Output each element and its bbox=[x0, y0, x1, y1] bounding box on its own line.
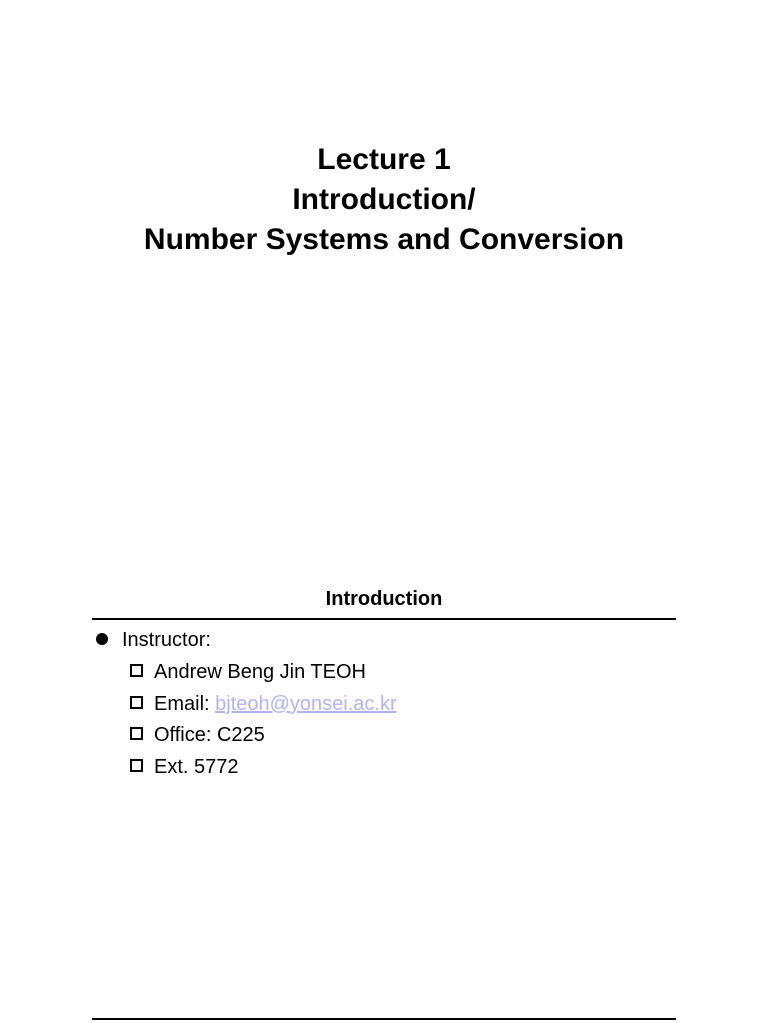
sub-item-name-text: Andrew Beng Jin TEOH bbox=[154, 661, 366, 683]
sub-item-name bbox=[130, 659, 366, 685]
bullet-instructor bbox=[96, 627, 211, 653]
sub-item-office bbox=[130, 722, 265, 748]
top-divider bbox=[92, 618, 676, 620]
email-link[interactable]: bjteoh@yonsei.ac.kr bbox=[215, 693, 397, 715]
bullet-instructor-label: Instructor: bbox=[122, 629, 211, 651]
title-line-3: Number Systems and Conversion bbox=[143, 223, 625, 256]
square-bullet-icon bbox=[130, 759, 143, 772]
sub-item-email-label: Email: bbox=[154, 693, 216, 715]
lecture-title bbox=[0, 140, 768, 260]
square-bullet-icon bbox=[130, 727, 143, 740]
square-bullet-icon bbox=[130, 664, 143, 677]
bottom-divider bbox=[92, 1018, 676, 1020]
bullet-dot-icon bbox=[96, 633, 108, 645]
sub-item-extension bbox=[130, 754, 239, 780]
sub-item-extension-text: Ext. 5772 bbox=[154, 756, 239, 778]
title-line-2: Introduction/ bbox=[292, 183, 476, 216]
square-bullet-icon bbox=[130, 696, 143, 709]
slide-heading: Introduction bbox=[325, 588, 443, 610]
sub-item-office-text: Office: C225 bbox=[154, 724, 265, 746]
title-line-1: Lecture 1 bbox=[317, 143, 451, 176]
sub-item-email bbox=[130, 691, 397, 717]
